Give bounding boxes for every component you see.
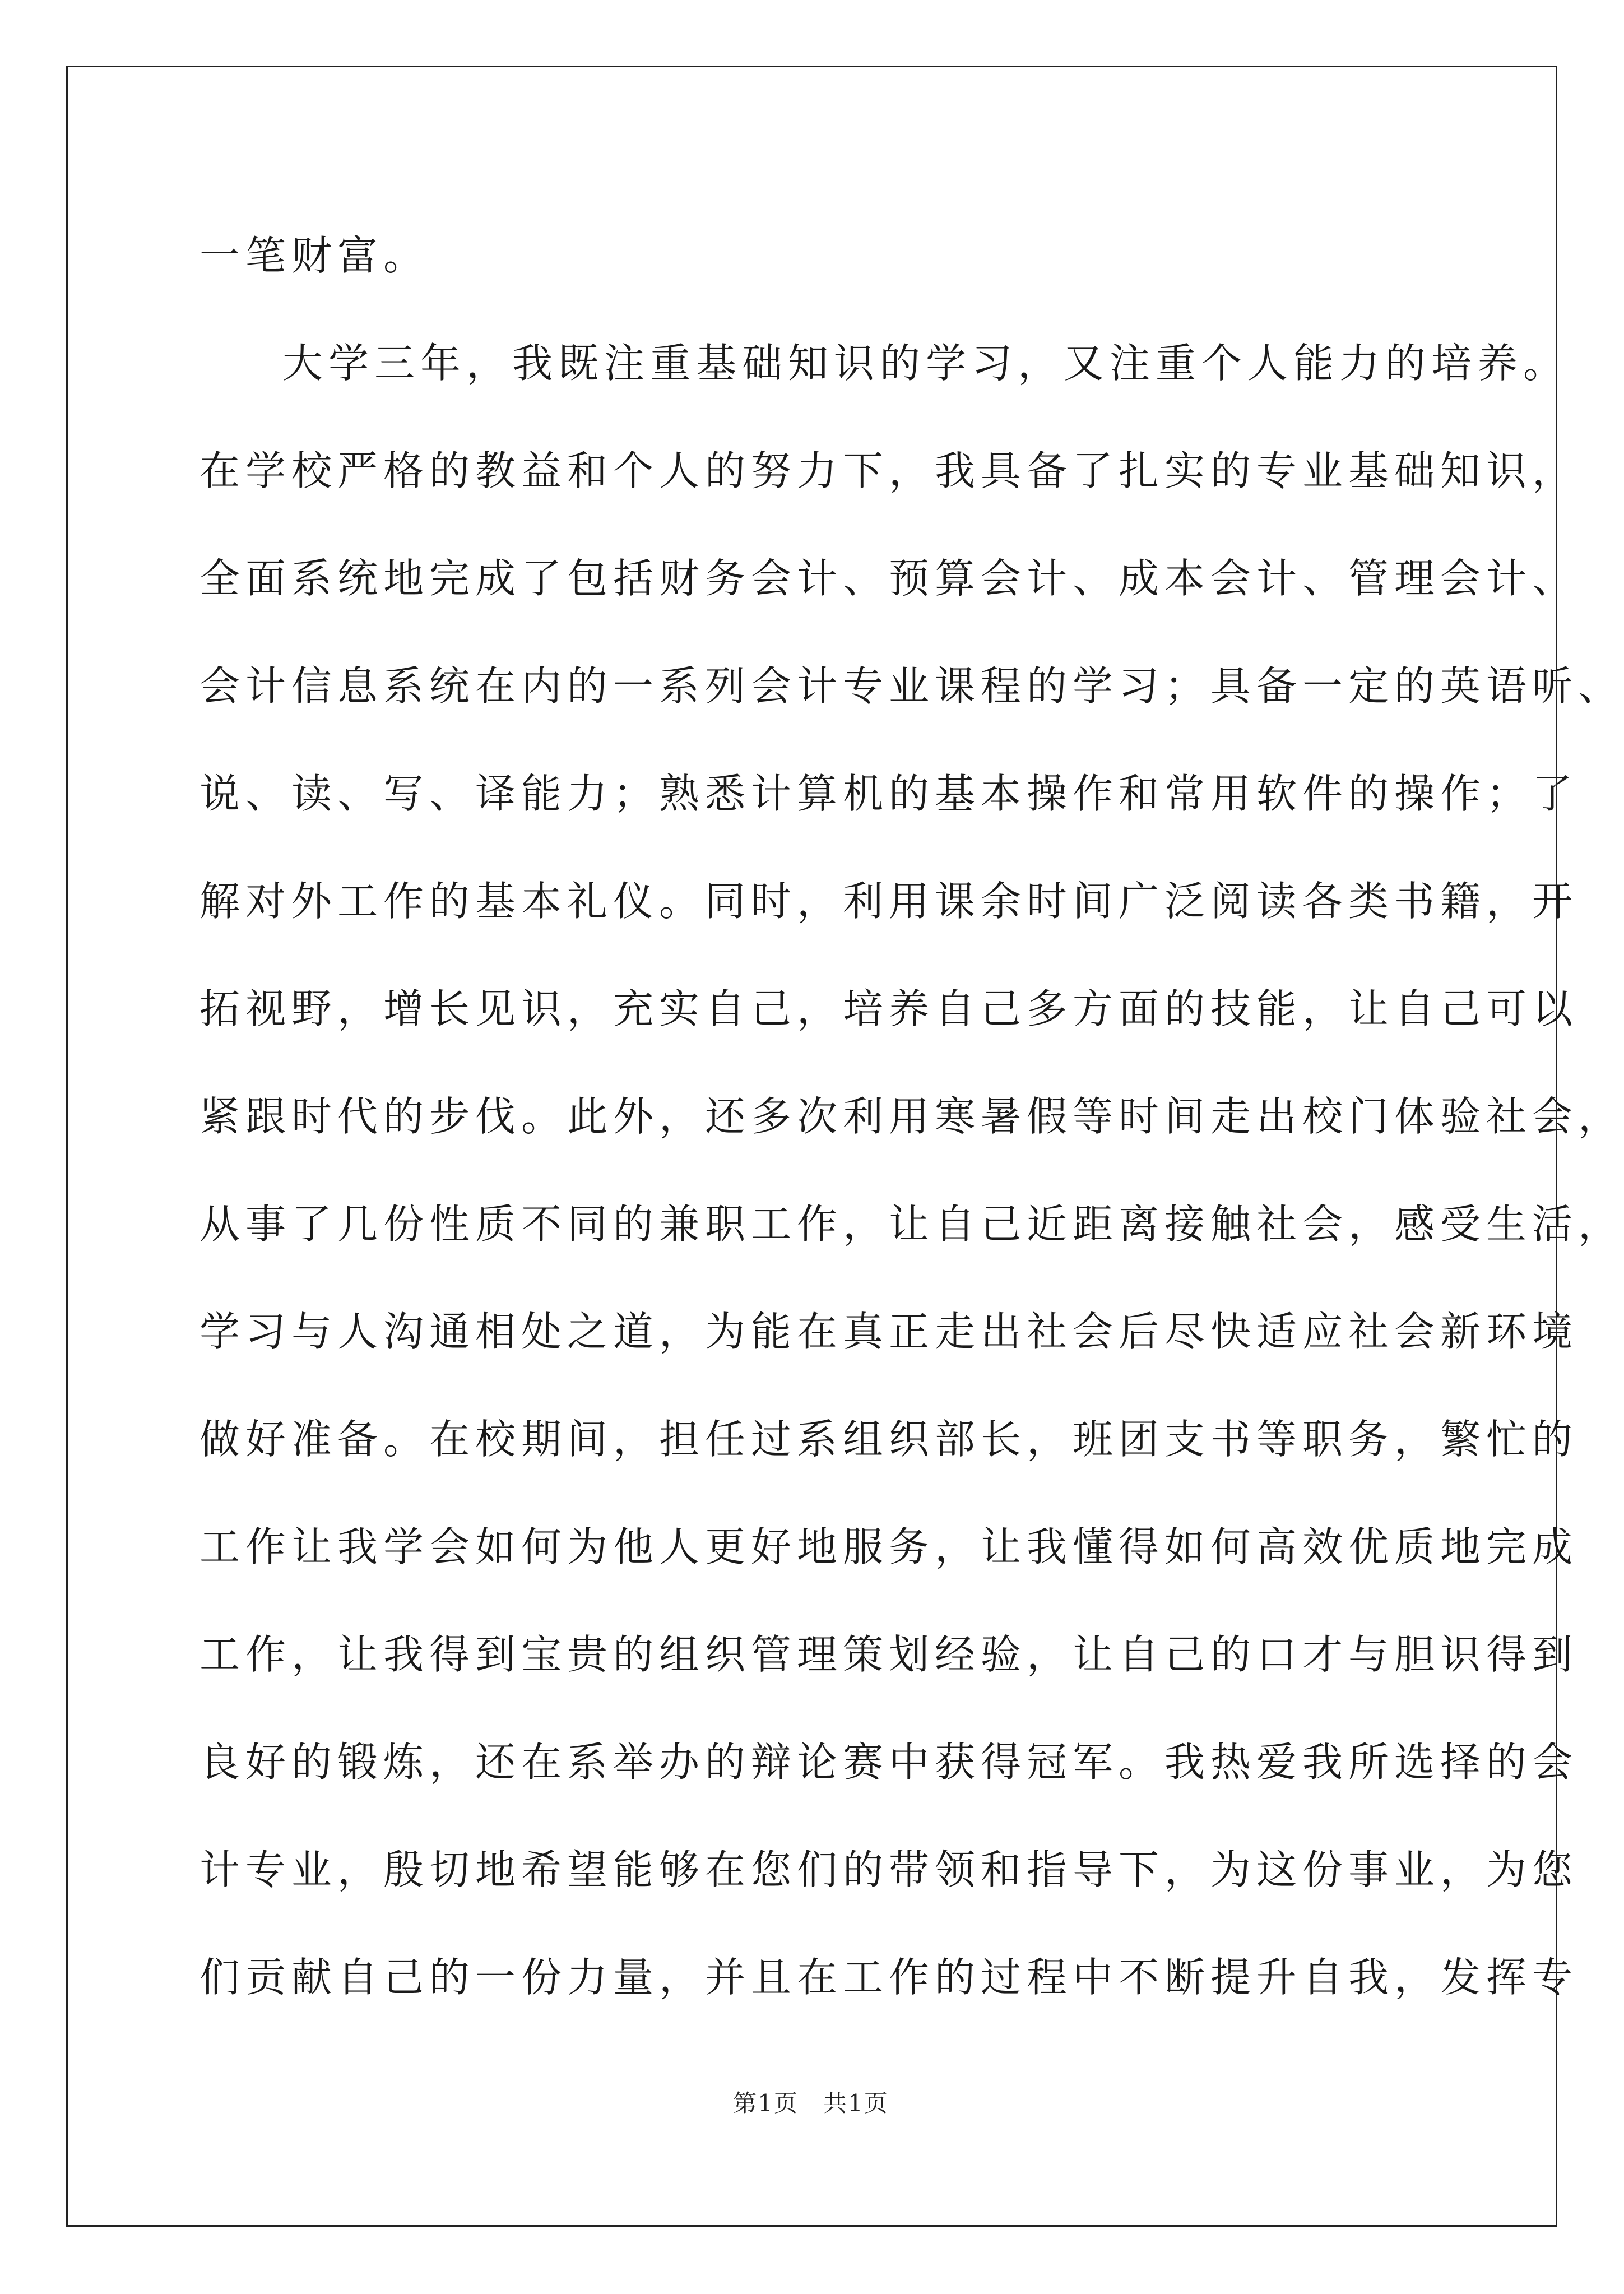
text-line: 大学三年，我既注重基础知识的学习，又注重个人能力的培养。	[282, 340, 1570, 387]
text-line: 紧跟时代的步伐。此外，还多次利用寒暑假等时间走出校门体验社会，	[199, 1093, 1624, 1140]
document-body	[199, 202, 1624, 2031]
text-line: 一笔财富。	[199, 232, 430, 279]
text-line: 说、读、写、译能力；熟悉计算机的基本操作和常用软件的操作；了	[199, 770, 1579, 817]
text-line: 全面系统地完成了包括财务会计、预算会计、成本会计、管理会计、	[199, 555, 1579, 602]
text-line: 工作，让我得到宝贵的组织管理策划经验，让自己的口才与胆识得到	[199, 1631, 1579, 1678]
text-line: 工作让我学会如何为他人更好地服务，让我懂得如何高效优质地完成	[199, 1523, 1579, 1570]
text-line: 良好的锻炼，还在系举办的辩论赛中获得冠军。我热爱我所选择的会	[199, 1739, 1579, 1786]
text-line: 计专业，殷切地希望能够在您们的带领和指导下，为这份事业，为您	[199, 1846, 1579, 1893]
text-line: 们贡献自己的一份力量，并且在工作的过程中不断提升自我，发挥专	[199, 1954, 1579, 2001]
text-line: 会计信息系统在内的一系列会计专业课程的学习；具备一定的英语听、	[199, 662, 1624, 710]
text-line: 做好准备。在校期间，担任过系组织部长，班团支书等职务，繁忙的	[199, 1416, 1579, 1463]
text-line: 从事了几份性质不同的兼职工作，让自己近距离接触社会，感受生活，	[199, 1201, 1624, 1248]
text-line: 拓视野，增长见识，充实自己，培养自己多方面的技能，让自己可以	[199, 985, 1579, 1032]
text-line: 在学校严格的教益和个人的努力下，我具备了扎实的专业基础知识，	[199, 447, 1579, 494]
page-footer: 第1页 共1页	[733, 2089, 889, 2117]
text-line: 解对外工作的基本礼仪。同时，利用课余时间广泛阅读各类书籍，开	[199, 878, 1579, 925]
text-line: 学习与人沟通相处之道，为能在真正走出社会后尽快适应社会新环境	[199, 1308, 1579, 1355]
